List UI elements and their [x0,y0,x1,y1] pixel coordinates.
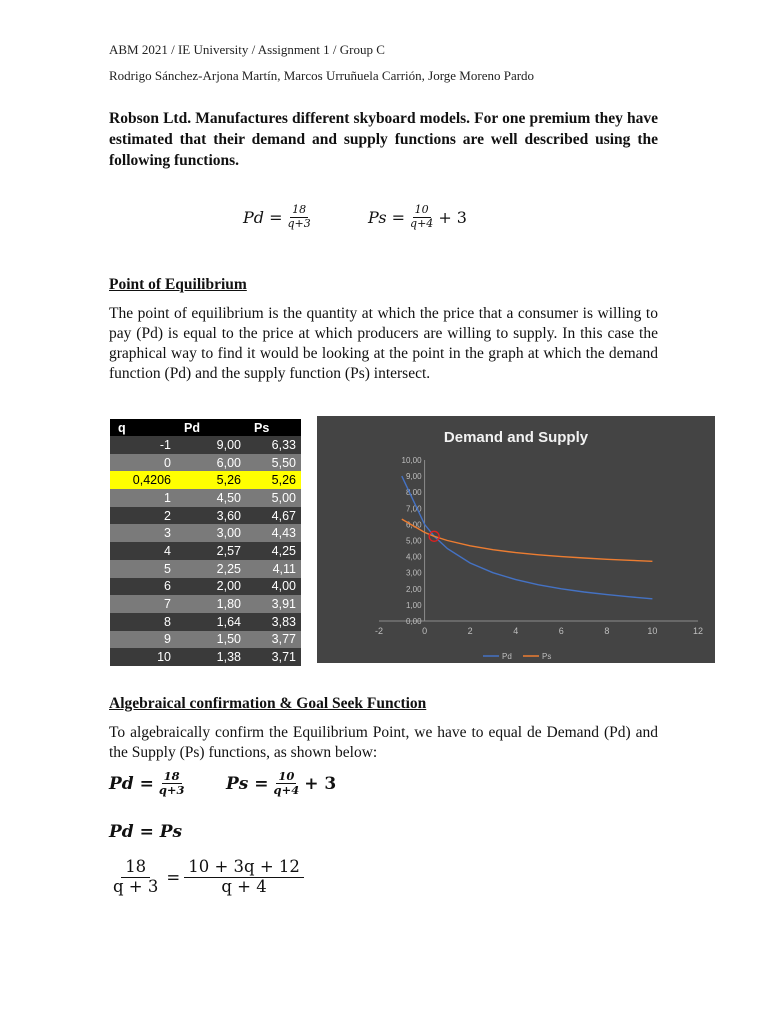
equation-pd-equals-ps: Pd = Ps [109,822,183,842]
chart-y-tick-label: 8,00 [405,488,422,498]
chart-x-tick-label: 2 [467,626,473,636]
formula-ps-lhs: Ps = [368,207,406,227]
table-cell: 6 [110,578,176,596]
table-cell: 4,50 [176,489,246,507]
table-row [110,613,301,631]
chart-x-tick-label: 10 [647,626,658,636]
table-row [110,436,301,454]
table-cell: 3,60 [176,507,246,525]
demand-supply-chart [317,416,715,663]
table-cell: 2,25 [176,560,246,578]
table-cell: 4,00 [246,578,301,596]
formula-ps [368,204,467,230]
table-row [110,507,301,525]
table-row [110,524,301,542]
table-cell: 0,4206 [110,471,176,489]
chart-y-tick-label: 6,00 [405,520,422,530]
chart-y-tick-label: 4,00 [405,552,422,562]
table-cell: 3,71 [246,648,301,666]
chart-y-tick-label: 0,00 [405,617,422,626]
table-cell: 1,50 [176,631,246,649]
table-row [110,648,301,666]
header-line-course: ABM 2021 / IE University / Assignment 1 / Group C [109,42,385,57]
chart-y-tick-label: 1,00 [405,600,422,610]
table-row [110,578,301,596]
table-cell: 3 [110,524,176,542]
table-cell: 4,11 [246,560,301,578]
table-body [110,436,301,666]
equation-right-fraction [184,858,304,897]
equation-fraction-equality [109,858,304,897]
equation-ps-tail: + 3 [304,773,337,794]
header-line-authors: Rodrigo Sánchez-Arjona Martín, Marcos Urruñuela Carrión, Jorge Moreno Pardo [109,68,535,83]
chart-title: Demand and Supply [443,429,589,446]
formula-pd-den: q+3 [287,216,311,230]
table-cell: 2,57 [176,542,246,560]
equation-left-fraction [109,858,162,897]
equation-pd-lhs: Pd = [109,773,154,794]
formula-pd-lhs: Pd = [243,207,283,227]
table-cell: 9,00 [176,436,246,454]
chart-y-tick-label: 7,00 [405,504,422,514]
chart-x-tick-label: 0 [422,626,428,636]
table-row [110,542,301,560]
formula-pd-num: 18 [292,203,307,216]
table-cell: 8 [110,613,176,631]
table-header-ps: Ps [246,419,301,436]
formula-ps-fraction [408,204,435,230]
table-cell: 4,25 [246,542,301,560]
table-cell: 6,00 [176,454,246,472]
equation-pd-bold [109,770,190,797]
table-cell: 2 [110,507,176,525]
equation-ps-den: q+4 [273,783,300,798]
equation-ps-bold [226,770,336,797]
equation-ps-num: 10 [278,769,295,783]
table-cell: 2,00 [176,578,246,596]
table-row [110,471,301,489]
table-cell: 5,00 [246,489,301,507]
table-row [110,454,301,472]
table-header-row [110,419,301,436]
chart-legend-pd-label: Pd [502,652,512,661]
chart-y-tick-label: 5,00 [405,536,422,546]
table-cell: 6,33 [246,436,301,454]
table-cell: 10 [110,648,176,666]
table-cell: 0 [110,454,176,472]
equation-ps-lhs: Ps = [226,773,269,794]
table-cell: 3,83 [246,613,301,631]
formula-ps-den: q+4 [410,216,434,230]
chart-legend-ps-label: Ps [542,652,552,661]
table-cell: 5,50 [246,454,301,472]
data-table [110,419,301,666]
table-row [110,595,301,613]
algebraic-paragraph: To algebraically confirm the Equilibrium Point, we have to equal de Demand (Pd) and the Supply (Ps) functions, as shown below: [109,724,658,761]
section-title-algebraic: Algebraical confirmation & Goal Seek Function [109,695,427,712]
table-cell: 3,77 [246,631,301,649]
chart-x-tick-label: 8 [604,626,610,636]
chart-y-tick-label: 2,00 [405,584,422,594]
table-cell: -1 [110,436,176,454]
chart-x-tick-label: 6 [558,626,564,636]
equation-pd-fraction [157,770,187,797]
table-cell: 3,00 [176,524,246,542]
formula-ps-num: 10 [414,203,429,216]
table-cell: 5,26 [176,471,246,489]
chart-y-tick-label: 3,00 [405,568,422,578]
equilibrium-paragraph: The point of equilibrium is the quantity at which the price that a consumer is willing to pay (Pd) is equal to the price at which producers are willing to supply. In this case the graphical way to find it would be looking at the point in the graph at which the demand function (Pd) and the supply function (Ps) intersect. [109,305,658,382]
table-row [110,631,301,649]
equation-equals: = [166,867,181,887]
chart-x-tick-label: 12 [692,626,704,636]
table-cell: 4,43 [246,524,301,542]
equation-pd-num: 18 [163,769,180,783]
formula-ps-tail: + 3 [438,207,467,227]
table-header-pd: Pd [176,419,246,436]
table-cell: 5 [110,560,176,578]
table-cell: 1 [110,489,176,507]
table-row [110,489,301,507]
equation-right-den: q + 4 [221,876,267,896]
chart-y-tick-label: 10,00 [401,456,422,465]
table-cell: 1,80 [176,595,246,613]
chart-x-tick-label: -2 [374,626,384,636]
equation-left-den: q + 3 [113,876,159,896]
intro-paragraph: Robson Ltd. Manufactures different skyboard models. For one premium they have estimated that their demand and supply functions are well described using the following functions. [109,110,658,169]
table-row [110,560,301,578]
table-cell: 4,67 [246,507,301,525]
table-cell: 1,38 [176,648,246,666]
chart-y-tick-label: 9,00 [405,472,422,482]
table-cell: 5,26 [246,471,301,489]
formula-pd [243,204,316,230]
table-cell: 9 [110,631,176,649]
equation-left-num: 18 [121,858,150,878]
section-title-equilibrium: Point of Equilibrium [109,276,247,293]
equation-pd-den: q+3 [158,783,185,798]
equation-ps-fraction [272,770,302,797]
equation-right-num: 10 + 3q + 12 [184,858,304,878]
table-cell: 1,64 [176,613,246,631]
formula-pd-fraction [286,204,313,230]
table-header-q: q [110,419,176,436]
chart-x-tick-label: 4 [513,626,519,636]
table-cell: 3,91 [246,595,301,613]
table-cell: 4 [110,542,176,560]
table-cell: 7 [110,595,176,613]
